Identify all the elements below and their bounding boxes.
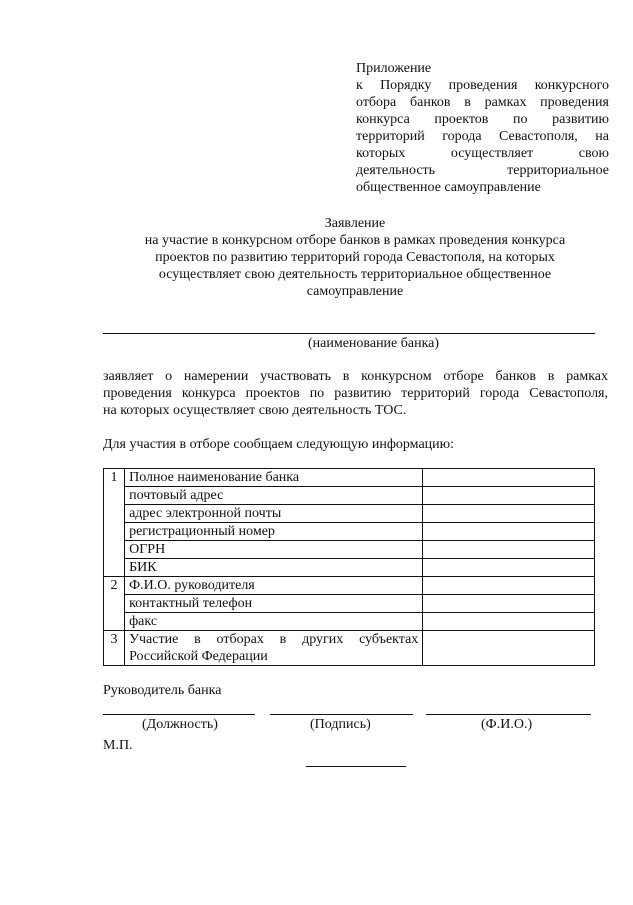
- row-number: 3: [104, 631, 125, 666]
- appendix-line: к Порядку проведения конкурсного: [356, 78, 609, 93]
- row-value[interactable]: [423, 595, 595, 613]
- row-value[interactable]: [423, 577, 595, 595]
- table-row: [104, 523, 595, 541]
- appendix-note: [356, 60, 609, 196]
- title-line: осуществляет свою деятельность территориальное общественное: [158, 267, 552, 282]
- table-row: [104, 469, 595, 487]
- table-row: [104, 595, 595, 613]
- row-number: [104, 505, 125, 523]
- row-label: адрес электронной почты: [125, 505, 423, 523]
- appendix-line: отбора банков в рамках проведения: [356, 95, 609, 110]
- statement-line: проведения конкурса проектов по развитию территорий города Севастополя,: [103, 386, 608, 401]
- row-label: контактный телефон: [125, 595, 423, 613]
- appendix-line: общественное самоуправление: [356, 180, 541, 195]
- table-row: [104, 559, 595, 577]
- bank-name-line: [103, 333, 595, 334]
- row-number: [104, 523, 125, 541]
- title-line: на участие в конкурсном отборе банков в рамках проведения конкурса: [144, 233, 566, 248]
- table-row: [104, 613, 595, 631]
- row-label-line: Российской Федерации: [129, 649, 268, 664]
- row-label: регистрационный номер: [125, 523, 423, 541]
- bank-info-table: [103, 468, 595, 666]
- signature-line: [270, 714, 413, 715]
- appendix-line: территорий города Севастополя, на: [356, 129, 609, 144]
- row-value[interactable]: [423, 613, 595, 631]
- stamp-label: М.П.: [103, 738, 133, 753]
- statement-line: на которых осуществляет свою деятельность ТОС.: [103, 403, 407, 418]
- table-row: [104, 487, 595, 505]
- row-label: факс: [125, 613, 423, 631]
- appendix-line: конкурса проектов по развитию: [356, 112, 609, 127]
- title-line: проектов по развитию территорий города Севастополя, на которых: [155, 250, 555, 265]
- fio-line: [426, 714, 591, 715]
- row-label: [125, 631, 423, 666]
- statement-paragraph: [103, 368, 608, 419]
- row-label: Ф.И.О. руководителя: [125, 577, 423, 595]
- row-value[interactable]: [423, 469, 595, 487]
- row-label: ОГРН: [125, 541, 423, 559]
- row-number: 1: [104, 469, 125, 487]
- table-row: [104, 541, 595, 559]
- position-caption: (Должность): [142, 717, 218, 732]
- row-value[interactable]: [423, 523, 595, 541]
- date-line: [306, 766, 406, 767]
- appendix-line: которых осуществляет свою: [356, 146, 609, 161]
- row-number: [104, 487, 125, 505]
- info-intro: Для участия в отборе сообщаем следующую информацию:: [103, 437, 454, 452]
- head-of-bank-label: Руководитель банка: [103, 683, 222, 698]
- table-row: [104, 505, 595, 523]
- row-value[interactable]: [423, 631, 595, 666]
- statement-line: заявляет о намерении участвовать в конкурсном отборе банков в рамках: [103, 369, 608, 384]
- row-label: Полное наименование банка: [125, 469, 423, 487]
- row-number: [104, 541, 125, 559]
- row-number: [104, 595, 125, 613]
- document-title: [100, 215, 610, 300]
- appendix-line: деятельность территориальное: [356, 163, 609, 178]
- appendix-line: Приложение: [356, 61, 432, 76]
- table-row: [104, 577, 595, 595]
- row-value[interactable]: [423, 487, 595, 505]
- signature-caption: (Подпись): [310, 717, 371, 732]
- row-value[interactable]: [423, 559, 595, 577]
- row-label: БИК: [125, 559, 423, 577]
- bank-name-caption: (наименование банка): [308, 336, 440, 351]
- row-label: почтовый адрес: [125, 487, 423, 505]
- row-label-line: Участие в отборах в других субъектах: [129, 632, 419, 647]
- table-row: [104, 631, 595, 666]
- row-value[interactable]: [423, 505, 595, 523]
- row-number: 2: [104, 577, 125, 595]
- title-heading: Заявление: [324, 216, 386, 231]
- row-number: [104, 613, 125, 631]
- row-value[interactable]: [423, 541, 595, 559]
- row-number: [104, 559, 125, 577]
- position-line: [103, 714, 255, 715]
- fio-caption: (Ф.И.О.): [481, 717, 533, 732]
- title-line: самоуправление: [306, 284, 404, 299]
